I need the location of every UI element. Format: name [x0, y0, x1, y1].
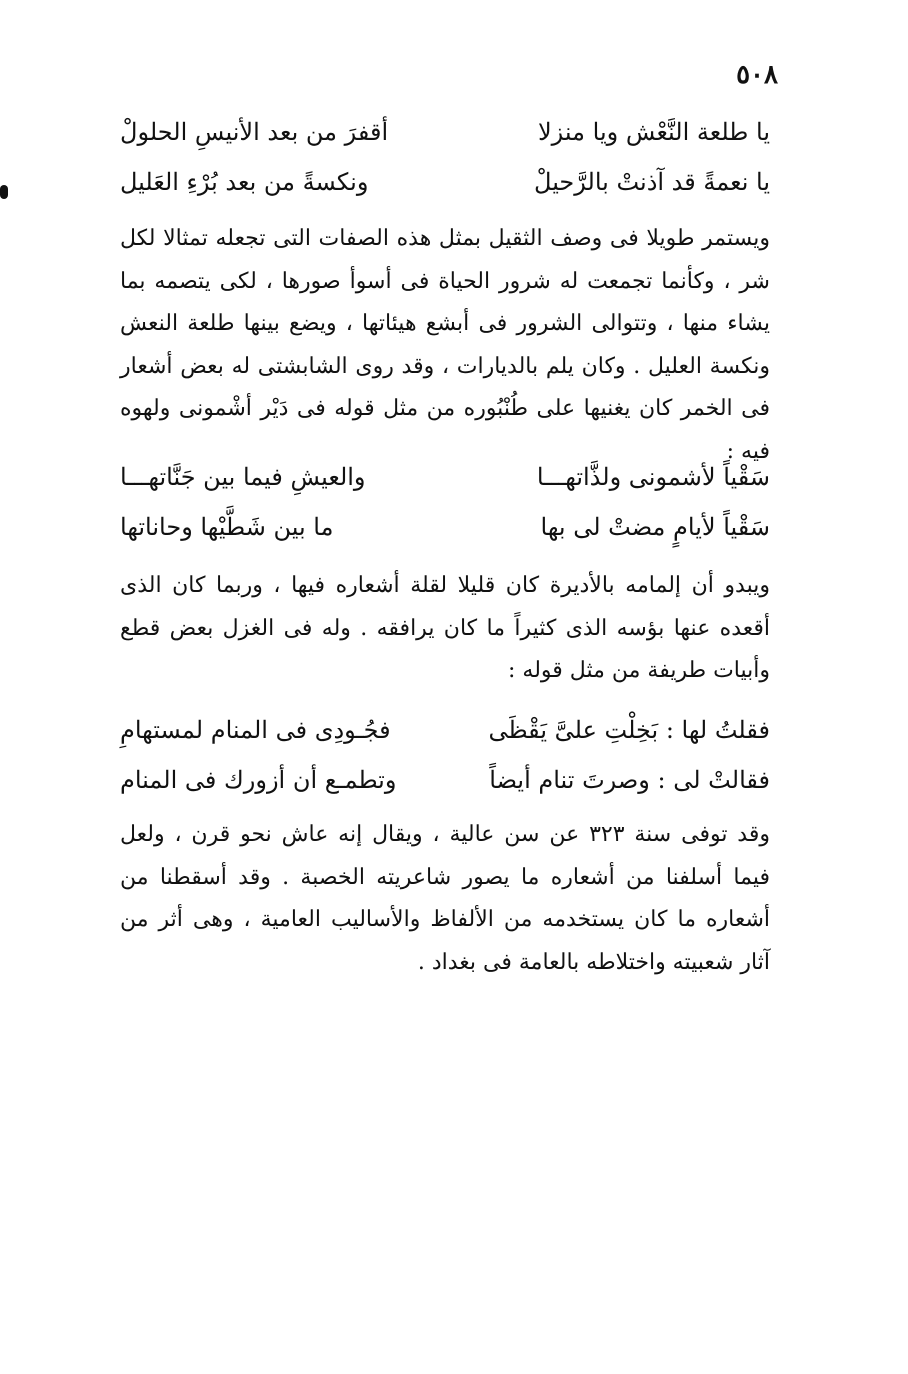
- verse-second-hemistich: ما بين شَطَّيْها وحاناتها: [120, 513, 334, 541]
- verse-first-hemistich: يا نعمةً قد آذنتْ بالرَّحيلْ: [534, 168, 770, 196]
- verse-block-3: [120, 705, 770, 805]
- paragraph-3-block: [120, 814, 770, 984]
- verse-second-hemistich: وتطمـع أن أزورك فى المنام: [120, 766, 397, 794]
- verse-line: [120, 755, 770, 805]
- paragraph-1: ويستمر طويلا فى وصف الثقيل بمثل هذه الصفات التى تجعله تمثالا لكل شر ، وكأنما تجمعت له شرور الحياة فى أسوأ صورها ، لكى يتصمه بما يشاء منها ، وتتوالى الشرور فى أبشع هيئاتها ، ويضع بينها طلعة النعش ونكسة العليل . وكان يلم بالديارات ، وقد روى الشابشتى له بعض أشعار فى الخمر كان يغنيها على طُنْبُوره من مثل قوله فى دَيْر أشْمونى ولهوه فيه :: [120, 226, 770, 464]
- verse-second-hemistich: أقفرَ من بعد الأنيسِ الحلولْ: [120, 118, 389, 146]
- page-number: ٥٠٨: [736, 60, 778, 90]
- verse-block-1: [120, 107, 770, 207]
- paragraph-2: ويبدو أن إلمامه بالأديرة كان قليلا لقلة أشعاره فيها ، وربما كان الذى أقعده عنها بؤسه الذى كثيراً ما كان يرافقه . وله فى الغزل بعض قطع وأبيات طريفة من مثل قوله :: [120, 573, 770, 683]
- verse-first-hemistich: فقالتْ لى : وصرتَ تنام أيضاً: [489, 766, 770, 794]
- verse-line: [120, 705, 770, 755]
- paragraph-1-block: [120, 218, 770, 473]
- verse-first-hemistich: سَقْياً لأشمونى ولذَّاتهـــا: [536, 463, 770, 491]
- verse-first-hemistich: فقلتُ لها : بَخِلْتِ علىَّ يَقْظَى: [488, 716, 770, 744]
- margin-mark: [0, 185, 8, 199]
- verse-second-hemistich: فجُـودِى فى المنام لمستهامِ: [120, 716, 391, 744]
- verse-line: [120, 502, 770, 552]
- paragraph-3: وقد توفى سنة ٣٢٣ عن سن عالية ، ويقال إنه عاش نحو قرن ، ولعل فيما أسلفنا من أشعاره ما يصور شاعريته الخصبة . وقد أسقطنا من أشعاره ما كان يستخدمه من الألفاظ والأساليب العامية ، وهى أثر من آثار شعبيته واختلاطه بالعامة فى بغداد .: [120, 822, 770, 975]
- verse-second-hemistich: ونكسةً من بعد بُرْءِ العَليل: [120, 168, 369, 196]
- verse-line: [120, 107, 770, 157]
- verse-second-hemistich: والعيشِ فيما بين جَنَّاتهـــا: [120, 463, 366, 491]
- paragraph-2-block: [120, 565, 770, 693]
- verse-first-hemistich: يا طلعة النَّعْش ويا منزلا: [537, 118, 770, 146]
- verse-first-hemistich: سَقْياً لأيامٍ مضتْ لى بها: [540, 513, 770, 541]
- verse-line: [120, 157, 770, 207]
- verse-line: [120, 452, 770, 502]
- verse-block-2: [120, 452, 770, 552]
